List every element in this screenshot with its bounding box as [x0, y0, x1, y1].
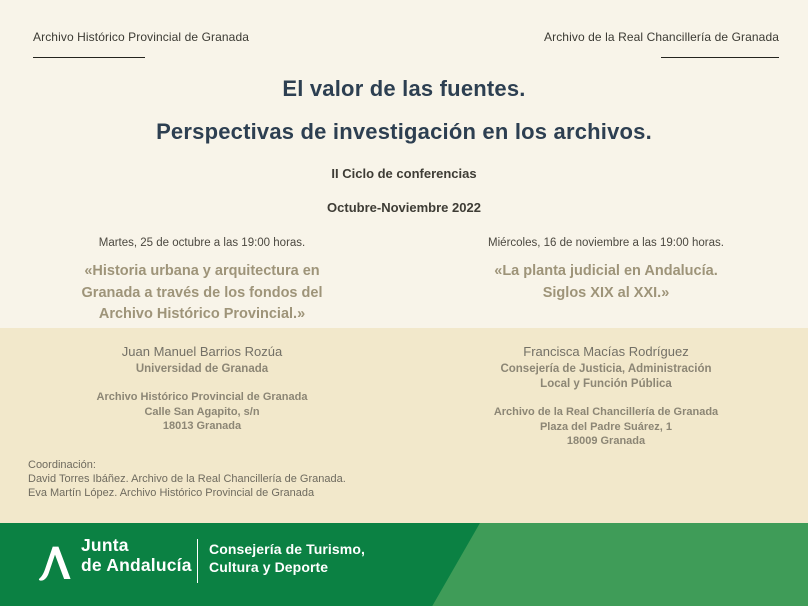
coordination-line2: Eva Martín López. Archivo Histórico Provincial de Granada: [28, 487, 315, 499]
venue-city: 18009 Granada: [566, 435, 646, 447]
affiliation-line: Universidad de Granada: [135, 363, 269, 375]
org-line1: Junta: [81, 535, 129, 555]
affiliation-line: Consejería de Justicia, Administración: [500, 363, 712, 375]
archive-left-label: Archivo Histórico Provincial de Granada: [33, 30, 249, 44]
speaker-right-affiliation: [404, 362, 808, 392]
session-left: [0, 237, 404, 326]
archive-right-label: Archivo de la Real Chancillería de Granada: [544, 30, 779, 44]
speakers-section: [0, 328, 808, 523]
talk-line: Granada a través de los fondos del: [81, 284, 323, 301]
footer-banner: [0, 523, 808, 606]
dates-subtitle: Octubre-Noviembre 2022: [327, 200, 481, 215]
archives-header: [0, 0, 808, 58]
session-left-talk-title: [0, 261, 404, 326]
venue-name: Archivo de la Real Chancillería de Granada: [493, 406, 719, 418]
venue-left: [0, 390, 404, 434]
affiliation-line: Local y Función Pública: [540, 378, 672, 390]
talk-line: «Historia urbana y arquitectura en: [84, 263, 320, 279]
venue-street: Plaza del Padre Suárez, 1: [539, 420, 673, 433]
department-name: [209, 541, 365, 576]
speaker-left-affiliation: [0, 362, 404, 377]
cycle-subtitle: II Ciclo de conferencias: [331, 166, 477, 181]
talk-line: Siglos XIX al XXI.»: [542, 284, 670, 301]
archive-left-underline: [33, 57, 145, 58]
talk-line: «La planta judicial en Andalucía.: [494, 263, 718, 279]
speaker-left-name: Juan Manuel Barrios Rozúa: [121, 344, 283, 359]
org-name: [81, 535, 192, 575]
speaker-right-name: Francisca Macías Rodríguez: [523, 344, 689, 359]
speakers-row: [0, 328, 808, 449]
footer-divider: [197, 539, 198, 583]
session-right-talk-title: [404, 261, 808, 304]
archive-right-underline: [661, 57, 779, 58]
archive-left-header: [33, 30, 249, 58]
talk-line: Archivo Histórico Provincial.»: [98, 306, 306, 322]
session-right-datetime: Miércoles, 16 de noviembre a las 19:00 horas.: [488, 237, 724, 249]
coordination-label: Coordinación:: [28, 459, 96, 471]
org-line2: de Andalucía: [81, 555, 192, 575]
poster-title-line1: El valor de las fuentes.: [282, 76, 526, 101]
speaker-left: [0, 344, 404, 449]
dept-line1: Consejería de Turismo,: [209, 541, 365, 557]
coordination-block: [28, 458, 346, 500]
archive-right-header: [544, 30, 779, 58]
junta-de-andalucia-a-logo-icon: [36, 540, 74, 589]
session-left-datetime: Martes, 25 de octubre a las 19:00 horas.: [98, 237, 306, 249]
coordination-line1: David Torres Ibáñez. Archivo de la Real Chancillería de Granada.: [28, 473, 346, 485]
venue-name: Archivo Histórico Provincial de Granada: [96, 391, 308, 403]
speaker-right: [404, 344, 808, 449]
venue-street: Calle San Agapito, s/n: [144, 405, 260, 418]
sessions-row: [0, 237, 808, 326]
venue-right: [404, 405, 808, 449]
poster-title-line2: Perspectivas de investigación en los archivos.: [156, 119, 652, 144]
venue-city: 18013 Granada: [162, 420, 242, 432]
dept-line2: Cultura y Deporte: [209, 558, 329, 575]
session-right: [404, 237, 808, 326]
